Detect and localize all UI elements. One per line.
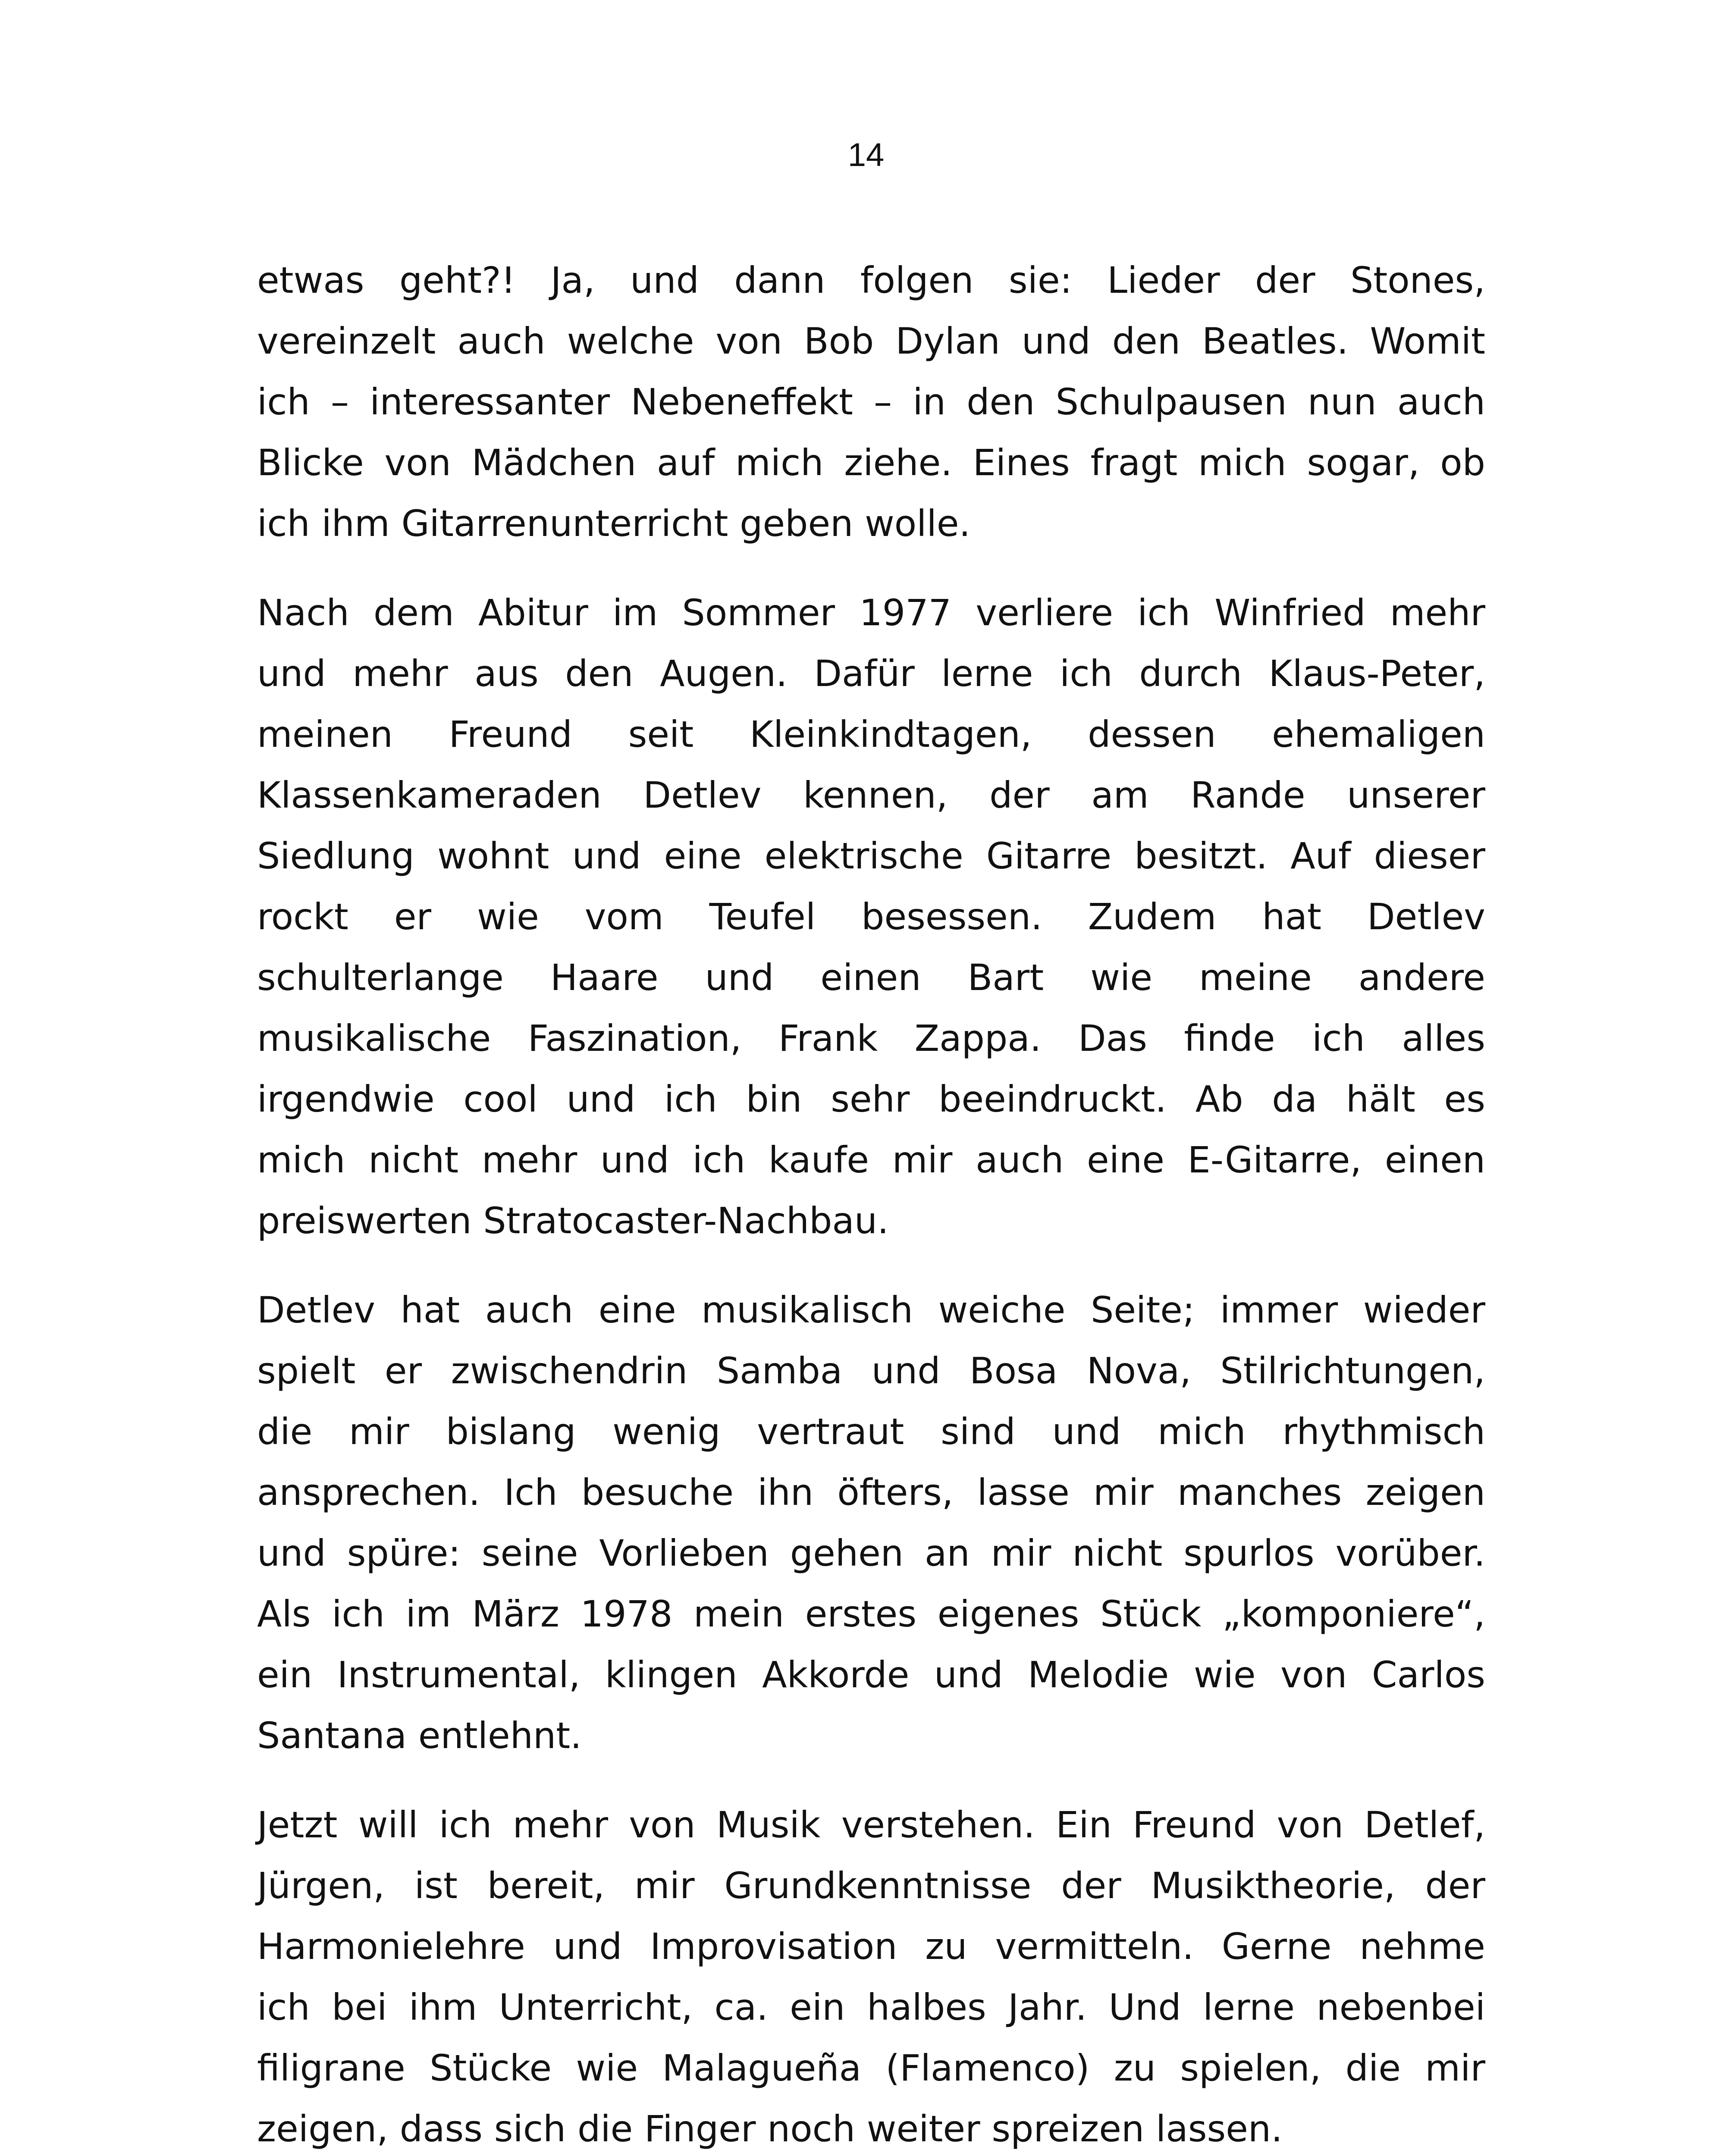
paragraph-line: zeigen, dass sich die Finger noch weiter spreizen lassen. xyxy=(257,2108,1283,2150)
paragraph-line: Nach dem Abitur im Sommer 1977 verliere ich Winfried mehr xyxy=(257,592,1485,634)
paragraph-line: Jetzt will ich mehr von Musik verstehen. Ein Freund von Detlef, xyxy=(257,1804,1485,1846)
paragraph-line: Harmonielehre und Improvisation zu vermitteln. Gerne nehme xyxy=(257,1925,1485,1968)
paragraph-line: Siedlung wohnt und eine elektrische Gitarre besitzt. Auf dieser xyxy=(257,835,1485,877)
paragraph-line: die mir bislang wenig vertraut sind und mich rhythmisch xyxy=(257,1410,1485,1453)
paragraph xyxy=(257,1280,1485,1766)
paragraph-line: rockt er wie vom Teufel besessen. Zudem hat Detlev xyxy=(257,896,1485,938)
paragraph-line: ich bei ihm Unterricht, ca. ein halbes Jahr. Und lerne nebenbei xyxy=(257,1986,1485,2028)
paragraph-line: ein Instrumental, klingen Akkorde und Melodie wie von Carlos xyxy=(257,1654,1485,1696)
paragraph-line: musikalische Faszination, Frank Zappa. Das finde ich alles xyxy=(257,1017,1485,1059)
paragraph xyxy=(257,1795,1485,2156)
paragraph-line: schulterlange Haare und einen Bart wie meine andere xyxy=(257,956,1485,999)
paragraph-line: Klassenkameraden Detlev kennen, der am Rande unserer xyxy=(257,774,1485,816)
paragraph-line: und mehr aus den Augen. Dafür lerne ich durch Klaus-Peter, xyxy=(257,652,1485,695)
paragraph-line: Jürgen, ist bereit, mir Grundkenntnisse der Musiktheorie, der xyxy=(257,1865,1485,1907)
paragraph-line: etwas geht?! Ja, und dann folgen sie: Lieder der Stones, xyxy=(257,259,1485,301)
page-number: 14 xyxy=(847,137,885,173)
paragraph-line: vereinzelt auch welche von Bob Dylan und den Beatles. Womit xyxy=(257,320,1485,362)
paragraph xyxy=(257,250,1485,554)
document-body xyxy=(257,250,1485,2156)
paragraph-line: ich ihm Gitarrenunterricht geben wolle. xyxy=(257,502,971,545)
paragraph xyxy=(257,583,1485,1251)
paragraph-line: ansprechen. Ich besuche ihn öfters, lasse mir manches zeigen xyxy=(257,1471,1485,1514)
paragraph-line: preiswerten Stratocaster-Nachbau. xyxy=(257,1200,889,1242)
paragraph-line: ich – interessanter Nebeneffekt – in den Schulpausen nun auch xyxy=(257,381,1485,423)
paragraph-line: Detlev hat auch eine musikalisch weiche Seite; immer wieder xyxy=(257,1289,1485,1331)
paragraph-line: filigrane Stücke wie Malagueña (Flamenco) zu spielen, die mir xyxy=(257,2047,1485,2089)
paragraph-line: meinen Freund seit Kleinkindtagen, dessen ehemaligen xyxy=(257,713,1485,755)
paragraph-line: mich nicht mehr und ich kaufe mir auch eine E-Gitarre, einen xyxy=(257,1139,1485,1181)
paragraph-line: Blicke von Mädchen auf mich ziehe. Eines fragt mich sogar, ob xyxy=(257,442,1485,484)
paragraph-line: und spüre: seine Vorlieben gehen an mir nicht spurlos vorüber. xyxy=(257,1532,1485,1574)
paragraph-line: Als ich im März 1978 mein erstes eigenes Stück „komponiere“, xyxy=(257,1593,1485,1635)
paragraph-line: spielt er zwischendrin Samba und Bosa Nova, Stilrichtungen, xyxy=(257,1350,1485,1392)
paragraph-line: irgendwie cool und ich bin sehr beeindruckt. Ab da hält es xyxy=(257,1078,1485,1120)
paragraph-line: Santana entlehnt. xyxy=(257,1714,582,1757)
